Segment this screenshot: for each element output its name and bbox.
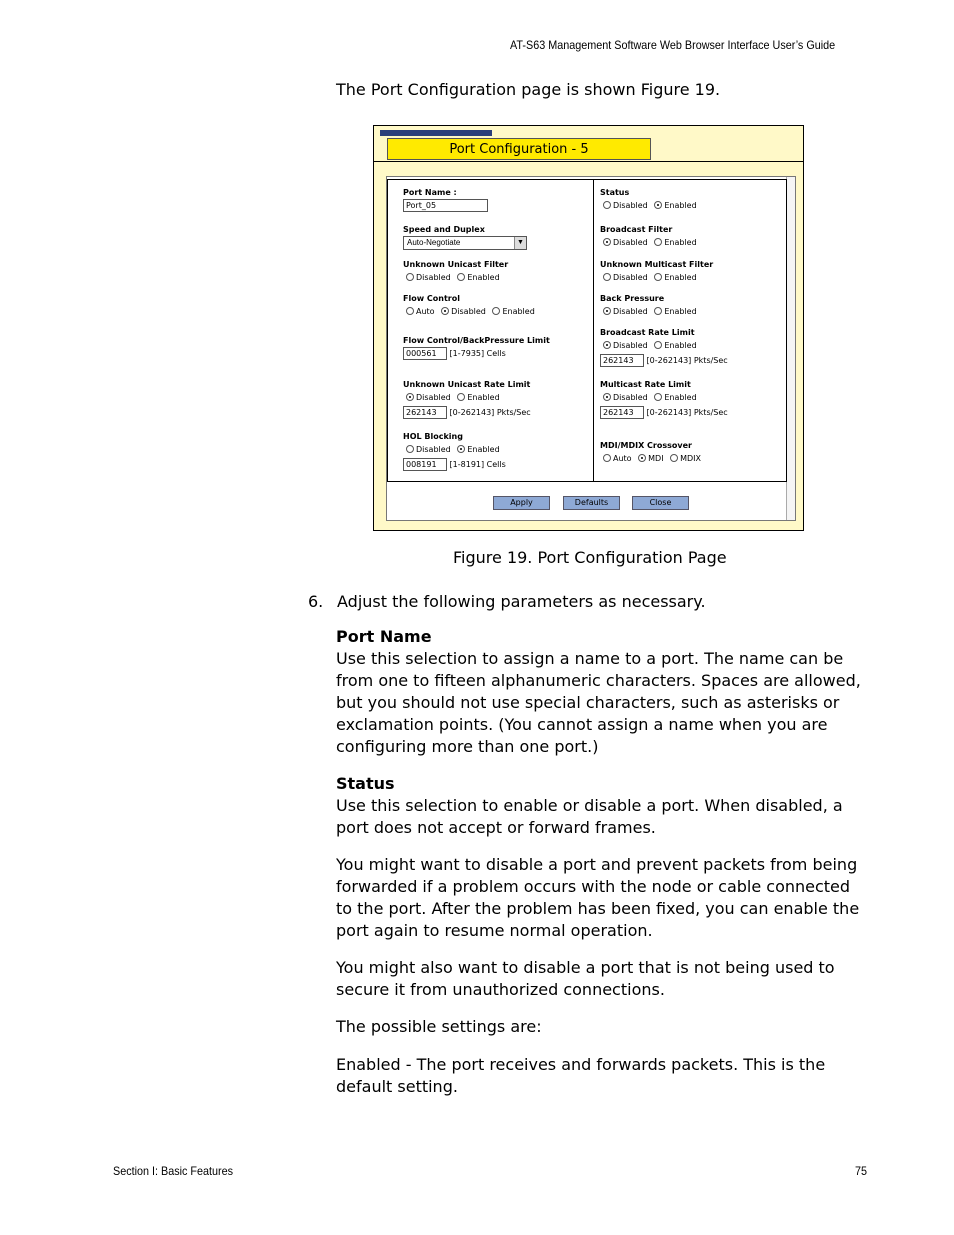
hol-options <box>406 445 500 454</box>
text-line: secure it from unauthorized connections. <box>336 980 665 999</box>
multicast-filter-enabled-radio[interactable] <box>654 273 662 281</box>
text-line: Use this selection to assign a name to a port. The name can be <box>336 649 844 668</box>
intro-text: The Port Configuration page is shown Figure 19. <box>336 80 721 99</box>
multicast-rate-range: [0-262143] Pkts/Sec <box>646 408 728 417</box>
mdi-auto-radio[interactable] <box>603 454 611 462</box>
multicast-filter-disabled-radio[interactable] <box>603 273 611 281</box>
text-line: to the port. After the problem has been fixed, you can enable the <box>336 899 860 918</box>
status-heading: Status <box>336 774 395 793</box>
text-line: port again to resume normal operation. <box>336 921 653 940</box>
unicast-filter-enabled-radio[interactable] <box>457 273 465 281</box>
tab-strip <box>380 130 492 136</box>
unicast-rate-input[interactable]: 262143 <box>403 406 447 419</box>
text-line: port does not accept or forward frames. <box>336 818 656 837</box>
hol-disabled-radio[interactable] <box>406 445 414 453</box>
text-line: configuring more than one port.) <box>336 737 599 756</box>
status-paragraph <box>336 795 843 839</box>
unicast-rate-label: Unknown Unicast Rate Limit <box>403 380 531 389</box>
back-pressure-label: Back Pressure <box>600 294 665 303</box>
option-label: Disabled <box>613 307 648 316</box>
defaults-button[interactable]: Defaults <box>563 496 620 510</box>
multicast-rate-input[interactable]: 262143 <box>600 406 644 419</box>
status-enabled-radio[interactable] <box>654 201 662 209</box>
option-label: Disabled <box>613 273 648 282</box>
text-line: forwarded if a problem occurs with the node or cable connected <box>336 877 851 896</box>
broadcast-rate-disabled-radio[interactable] <box>603 341 611 349</box>
flow-control-label: Flow Control <box>403 294 460 303</box>
back-pressure-disabled-radio[interactable] <box>603 307 611 315</box>
multicast-rate-disabled-radio[interactable] <box>603 393 611 401</box>
speed-duplex-label: Speed and Duplex <box>403 225 485 234</box>
option-label: Disabled <box>416 273 451 282</box>
option-label: Disabled <box>451 307 486 316</box>
footer-section: Section I: Basic Features <box>113 1164 234 1178</box>
flow-control-options <box>406 307 535 316</box>
option-label: Enabled <box>467 393 500 402</box>
hol-enabled-radio[interactable] <box>457 445 465 453</box>
text-line: exclamation points. (You cannot assign a name when you are <box>336 715 828 734</box>
unicast-rate-options <box>406 393 500 402</box>
unused-port-paragraph <box>336 957 835 1001</box>
speed-duplex-value: Auto-Negotiate <box>407 238 461 247</box>
flow-control-disabled-radio[interactable] <box>441 307 449 315</box>
mdi-options <box>603 454 701 463</box>
option-label: Enabled <box>467 445 500 454</box>
text-line: Use this selection to enable or disable a port. When disabled, a <box>336 796 843 815</box>
option-label: Enabled <box>664 238 697 247</box>
step-number: 6. <box>308 592 324 611</box>
unicast-rate-disabled-radio[interactable] <box>406 393 414 401</box>
broadcast-rate-options <box>603 341 697 350</box>
hol-input[interactable]: 008191 <box>403 458 447 471</box>
running-header: AT-S63 Management Software Web Browser Interface User’s Guide <box>510 38 836 52</box>
status-disabled-radio[interactable] <box>603 201 611 209</box>
text-line: Enabled - The port receives and forwards packets. This is the <box>336 1055 826 1074</box>
enabled-setting-paragraph <box>336 1054 825 1098</box>
flow-control-enabled-radio[interactable] <box>492 307 500 315</box>
hol-label: HOL Blocking <box>403 432 463 441</box>
close-button[interactable]: Close <box>632 496 689 510</box>
option-label: Enabled <box>502 307 535 316</box>
mdi-mdix-radio[interactable] <box>670 454 678 462</box>
flow-control-auto-radio[interactable] <box>406 307 414 315</box>
broadcast-rate-label: Broadcast Rate Limit <box>600 328 695 337</box>
broadcast-rate-range: [0-262143] Pkts/Sec <box>646 356 728 365</box>
speed-duplex-select[interactable] <box>403 236 527 250</box>
title-divider <box>374 161 803 162</box>
unicast-rate-enabled-radio[interactable] <box>457 393 465 401</box>
unicast-filter-label: Unknown Unicast Filter <box>403 260 509 269</box>
scrollbar[interactable] <box>786 177 795 520</box>
port-name-label: Port Name : <box>403 188 457 197</box>
text-line: default setting. <box>336 1077 458 1096</box>
back-pressure-options <box>603 307 697 316</box>
option-label: Enabled <box>664 341 697 350</box>
option-label: Disabled <box>416 393 451 402</box>
config-frame <box>386 176 796 521</box>
window-title: Port Configuration - 5 <box>387 138 651 160</box>
figure-caption: Figure 19. Port Configuration Page <box>453 548 727 567</box>
option-label: Disabled <box>613 238 648 247</box>
option-label: Disabled <box>613 201 648 210</box>
text-line: from one to fifteen alphanumeric characters. Spaces are allowed, <box>336 671 861 690</box>
text-line: You might want to disable a port and prevent packets from being <box>336 855 858 874</box>
fc-limit-input[interactable]: 000561 <box>403 347 447 360</box>
unicast-filter-disabled-radio[interactable] <box>406 273 414 281</box>
broadcast-filter-label: Broadcast Filter <box>600 225 673 234</box>
chevron-down-icon[interactable]: ▼ <box>514 237 526 249</box>
status-label: Status <box>600 188 630 197</box>
config-panel <box>387 179 787 482</box>
multicast-filter-options <box>603 273 697 282</box>
option-label: Enabled <box>664 273 697 282</box>
mdi-mdi-radio[interactable] <box>638 454 646 462</box>
text-line: You might also want to disable a port that is not being used to <box>336 958 835 977</box>
broadcast-filter-options <box>603 238 697 247</box>
multicast-rate-label: Multicast Rate Limit <box>600 380 691 389</box>
hol-range: [1-8191] Cells <box>449 460 506 469</box>
multicast-filter-label: Unknown Multicast Filter <box>600 260 714 269</box>
page-number: 75 <box>855 1164 868 1178</box>
broadcast-filter-enabled-radio[interactable] <box>654 238 662 246</box>
back-pressure-enabled-radio[interactable] <box>654 307 662 315</box>
fc-limit-label: Flow Control/BackPressure Limit <box>403 336 550 345</box>
option-label: Enabled <box>664 393 697 402</box>
port-config-figure <box>373 125 804 531</box>
option-label: Auto <box>416 307 435 316</box>
mdi-label: MDI/MDIX Crossover <box>600 441 692 450</box>
status-options <box>603 201 697 210</box>
apply-button[interactable]: Apply <box>493 496 550 510</box>
broadcast-filter-disabled-radio[interactable] <box>603 238 611 246</box>
column-divider <box>593 180 594 481</box>
option-label: Enabled <box>664 201 697 210</box>
option-label: Disabled <box>416 445 451 454</box>
option-label: Disabled <box>613 393 648 402</box>
broadcast-rate-input[interactable]: 262143 <box>600 354 644 367</box>
option-label: MDIX <box>680 454 701 463</box>
option-label: Auto <box>613 454 632 463</box>
option-label: Disabled <box>613 341 648 350</box>
disable-paragraph <box>336 854 859 942</box>
port-name-heading: Port Name <box>336 627 432 646</box>
settings-intro: The possible settings are: <box>336 1017 542 1036</box>
port-name-input[interactable]: Port_05 <box>403 199 488 212</box>
option-label: Enabled <box>467 273 500 282</box>
multicast-rate-options <box>603 393 697 402</box>
multicast-rate-enabled-radio[interactable] <box>654 393 662 401</box>
fc-limit-range: [1-7935] Cells <box>449 349 506 358</box>
step-text: Adjust the following parameters as necessary. <box>337 592 706 611</box>
option-label: Enabled <box>664 307 697 316</box>
unicast-rate-range: [0-262143] Pkts/Sec <box>449 408 531 417</box>
text-line: but you should not use special characters, such as asterisks or <box>336 693 840 712</box>
port-name-paragraph <box>336 648 861 758</box>
unicast-filter-options <box>406 273 500 282</box>
option-label: MDI <box>648 454 664 463</box>
broadcast-rate-enabled-radio[interactable] <box>654 341 662 349</box>
